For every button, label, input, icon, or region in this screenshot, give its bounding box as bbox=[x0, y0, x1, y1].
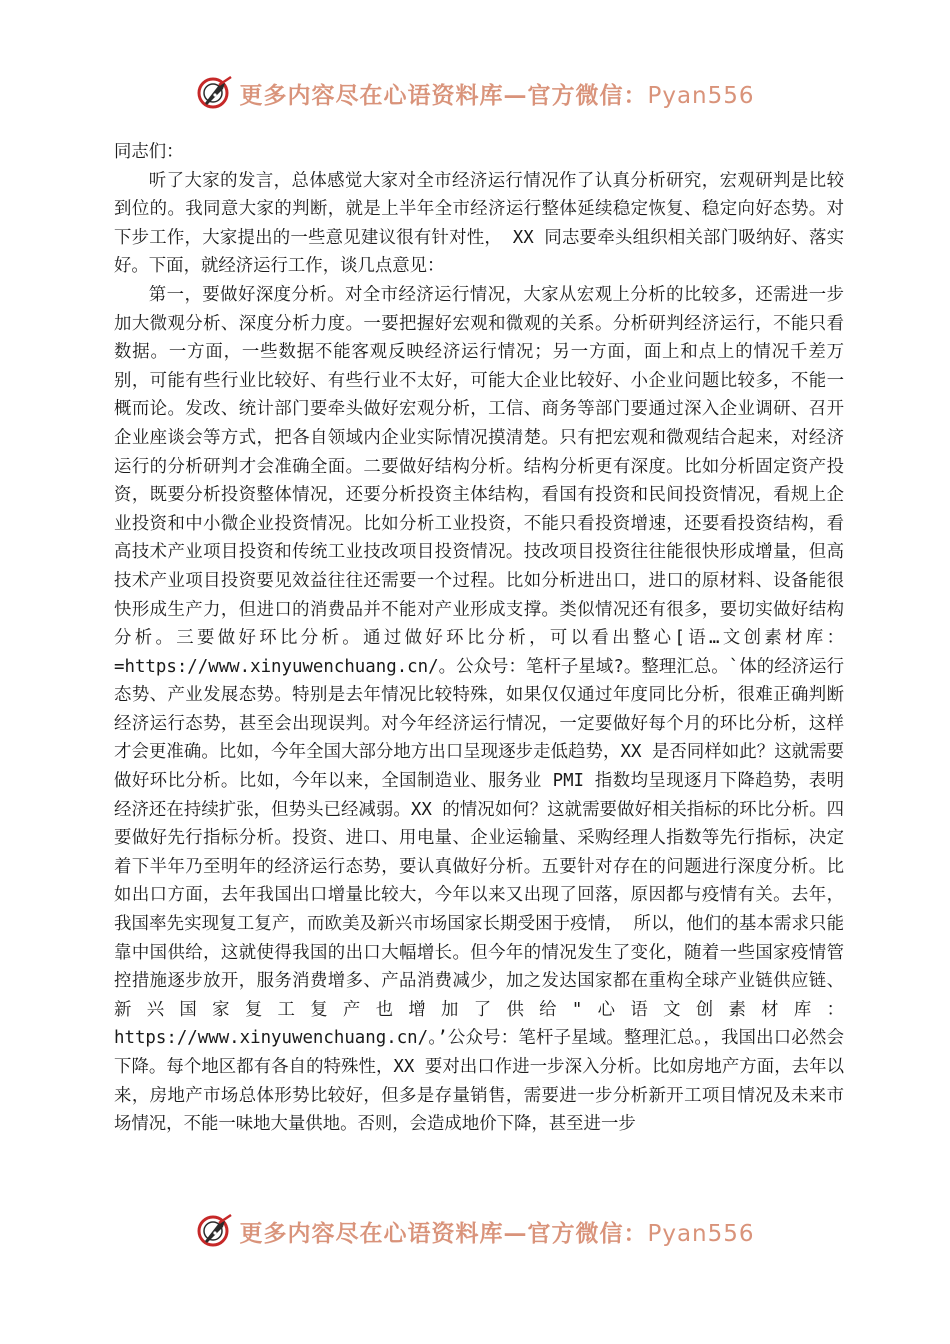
paragraph-intro: 听了大家的发言，总体感觉大家对全市经济运行情况作了认真分析研究，宏观研判是比较到位的。我同意大家的判断，就是上半年全市经济运行整体延续稳定恢复、稳定向好态势。对下步工作，大家提出的一些意见建议很有针对性， XX 同志要牵头组织相关部门吸纳好、落实好。下面，就经济运行工作，谈几点意见： bbox=[114, 170, 844, 277]
paragraph-first-point: 第一，要做好深度分析。对全市经济运行情况，大家从宏观上分析的比较多，还需进一步加大微观分析、深度分析力度。一要把握好宏观和微观的关系。分析研判经济运行，不能只看数据。一方面，一些数据不能客观反映经济运行情况；另一方面，面上和点上的情况千差万别，可能有些行业比较好、有些行业不太好，可能大企业比较好、小企业问题比较多，不能一概而论。发改、统计部门要牵头做好宏观分析，工信、商务等部门要通过深入企业调研、召开企业座谈会等方式，把各自领域内企业实际情况摸清楚。只有把宏观和微观结合起来，对经济运行的分析研判才会准确全面。二要做好结构分析。结构分析更有深度。比如分析固定资产投资，既要分析投资整体情况，还要分析投资主体结构，看国有投资和民间投资情况，看规上企业投资和中小微企业投资情况。比如分析工业投资，不能只看投资增速，还要看投资结构，看高技术产业项目投资和传统工业技改项目投资情况。技改项目投资往往能很快形成增量，但高技术产业项目投资要见效益往往还需要一个过程。比如分析进出口，进口的原材料、设备能很快形成生产力，但进口的消费品并不能对产业形成支撑。类似情况还有很多，要切实做好结构分析。三要做好环比分析。通过做好环比分析，可以看出整心[语…文创素材库：=https://www.xinyuwenchuang.cn/。公众号：笔杆子星域?。整理汇总。`体的经济运行态势、产业发展态势。特别是去年情况比较特殊，如果仅仅通过年度同比分析，很难正确判断经济运行态势，甚至会出现误判。对今年经济运行情况，一定要做好每个月的环比分析，这样才会更准确。比如，今年全国大部分地方出口呈现逐步走低趋势，XX 是否同样如此？这就需要做好环比分析。比如，今年以来，全国制造业、服务业 PMI 指数均呈现逐月下降趋势，表明经济还在持续扩张，但势头已经减弱。XX 的情况如何？这就需要做好相关指标的环比分析。四要做好先行指标分析。投资、进口、用电量、企业运输量、采购经理人指数等先行指标，决定着下半年乃至明年的经济运行态势，要认真做好分析。五要针对存在的问题进行深度分析。比如出口方面，去年我国出口增量比较大，今年以来又出现了回落，原因都与疫情有关。去年，我国率先实现复工复产，而欧美及新兴市场国家长期受困于疫情， 所以，他们的基本需求只能靠中国供给，这就使得我国的出口大幅增长。但今年的情况发生了变化，随着一些国家疫情管控措施逐步放开，服务消费增多、产品消费减少，加之发达国家都在重构全球产业链供应链、新兴国家复工复产也增加了供给"心语文创素材库：https://www.xinyuwenchuang.cn/。’公众号：笔杆子星域。整理汇总。，我国出口必然会下降。每个地区都有各自的特殊性，XX 要对出口作进一步深入分析。比如房地产方面，去年以来，房地产市场总体形势比较好，但多是存量销售，需要进一步分析新开工项目情况及未来市场情况，不能一味地大量供地。否则，会造成地价下降，甚至进一步 bbox=[114, 284, 844, 1135]
header-wechat-id: Pyan556 bbox=[647, 82, 755, 109]
document-body bbox=[114, 138, 844, 1139]
header-banner bbox=[0, 68, 950, 118]
footer-banner-text: 更多内容尽在心语资料库—官方微信： bbox=[239, 1219, 648, 1247]
footer-wechat-id: Pyan556 bbox=[647, 1220, 755, 1247]
footer-banner bbox=[0, 1206, 950, 1256]
salutation: 同志们： bbox=[114, 142, 184, 162]
header-banner-text: 更多内容尽在心语资料库—官方微信： bbox=[239, 81, 648, 109]
pen-nib-logo-icon bbox=[195, 1211, 235, 1251]
pen-nib-logo-icon bbox=[195, 73, 235, 113]
